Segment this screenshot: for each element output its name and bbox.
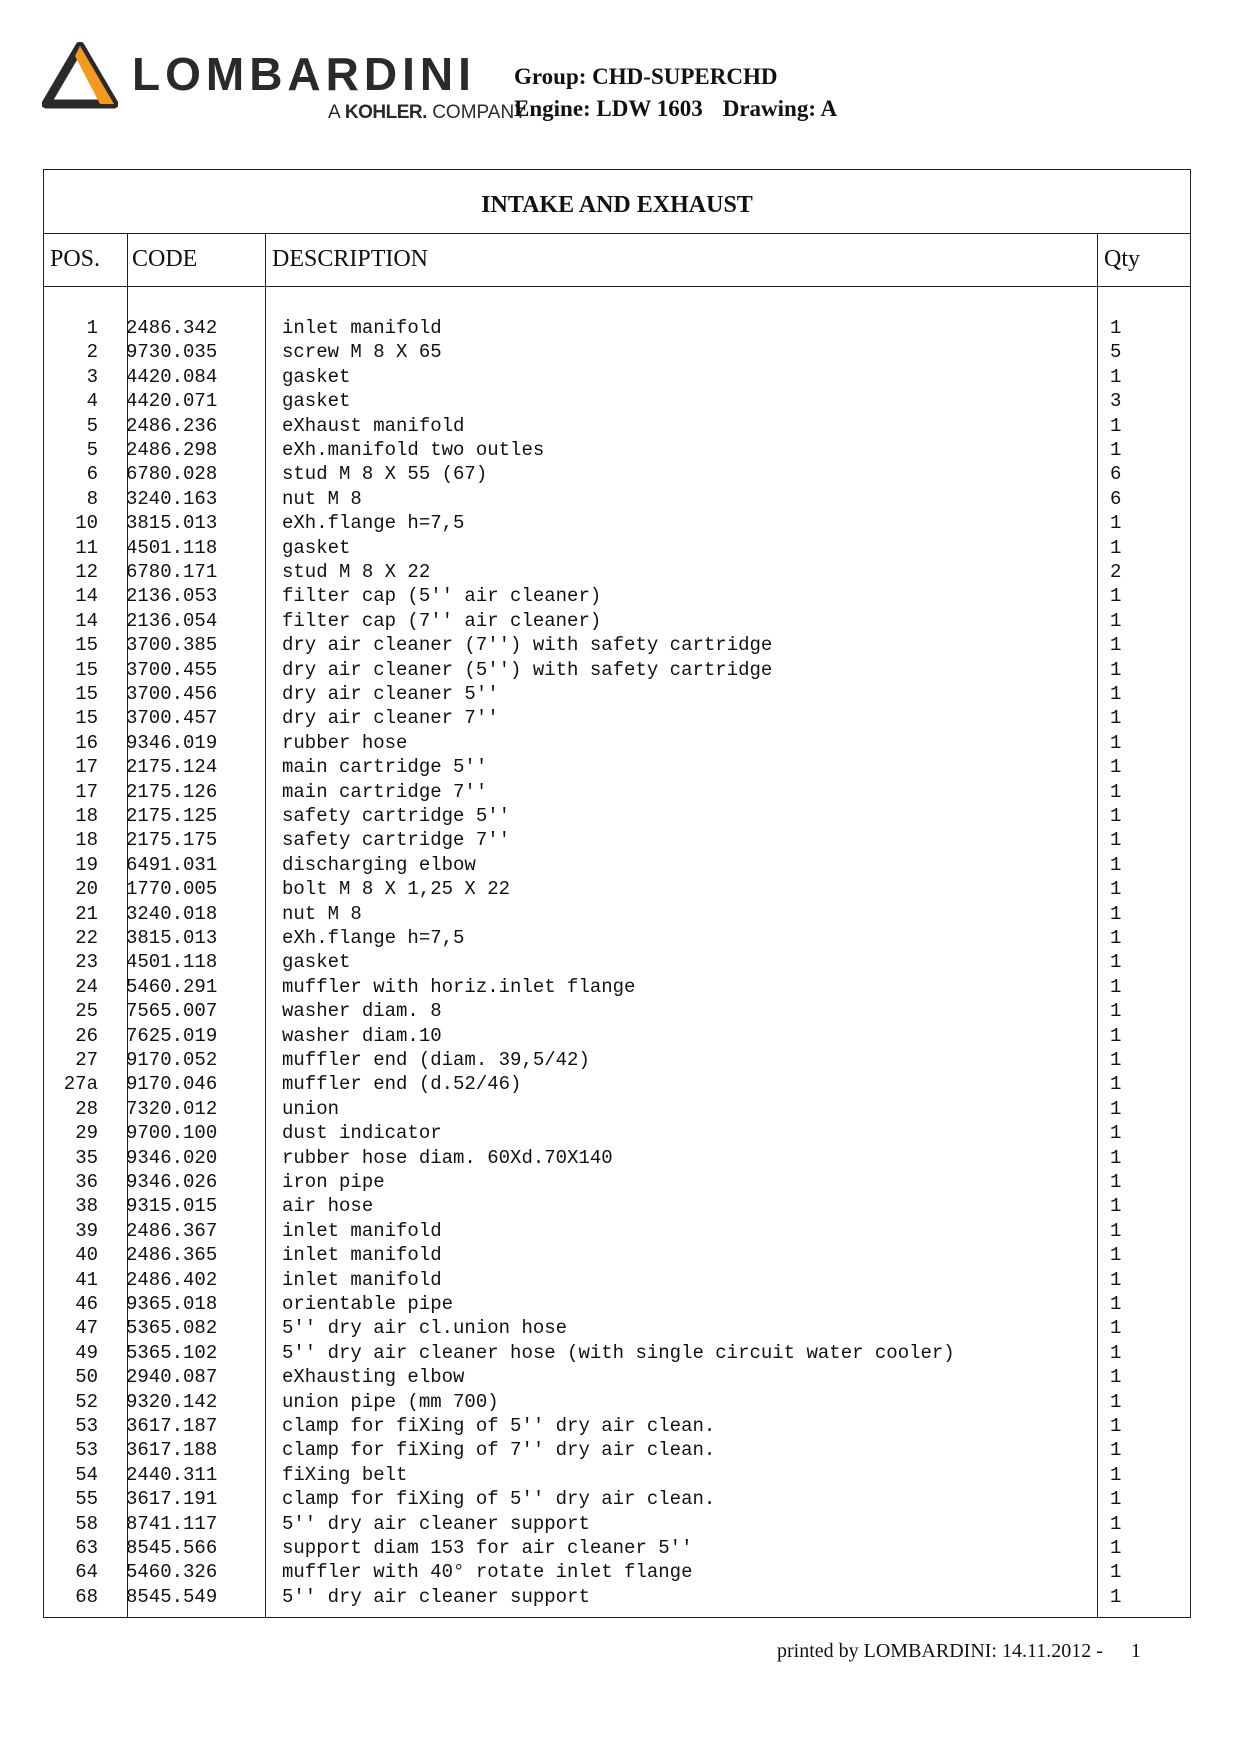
- cell-description: muffler with horiz.inlet flange: [282, 975, 636, 998]
- cell-pos: 46: [75, 1293, 98, 1315]
- cell-description: dry air cleaner 5'': [282, 683, 499, 705]
- cell-code: 1770.005: [126, 878, 218, 901]
- cell-qty: 3: [1110, 390, 1122, 413]
- cell-qty: 1: [1110, 439, 1122, 461]
- page-number: 1: [1130, 1640, 1141, 1662]
- cell-description: 5'' dry air cl.union hose: [282, 1317, 568, 1340]
- cell-description: dry air cleaner (7'') with safety cartridge: [282, 634, 773, 657]
- cell-code: 4501.118: [126, 536, 218, 559]
- table-row: [44, 414, 1190, 438]
- table-row: [44, 389, 1190, 413]
- cell-pos: 54: [75, 1463, 98, 1486]
- table-row: [44, 365, 1190, 389]
- cell-qty: 1: [1110, 512, 1122, 535]
- cell-pos: 52: [75, 1390, 98, 1413]
- cell-pos: 17: [75, 756, 98, 779]
- cell-description: filter cap (7'' air cleaner): [282, 609, 602, 632]
- cell-description: gasket: [282, 951, 351, 974]
- cell-qty: 1: [1110, 1415, 1122, 1437]
- cell-pos: 20: [75, 878, 98, 901]
- cell-qty: 1: [1110, 1317, 1122, 1340]
- cell-description: 5'' dry air cleaner support: [282, 1585, 590, 1608]
- cell-code: 3815.013: [126, 512, 218, 535]
- table-row: [44, 1560, 1190, 1584]
- cell-description: washer diam. 8: [282, 1000, 442, 1023]
- cell-pos: 36: [75, 1171, 98, 1193]
- table-row: [44, 1024, 1190, 1048]
- cell-code: 3617.191: [126, 1488, 218, 1511]
- table-row: [44, 1390, 1190, 1414]
- table-row: [44, 536, 1190, 560]
- cell-pos: 63: [75, 1537, 98, 1559]
- table-row: [44, 1341, 1190, 1365]
- table-row: [44, 316, 1190, 340]
- cell-pos: 35: [75, 1146, 98, 1169]
- cell-code: 3700.457: [126, 707, 218, 730]
- cell-description: inlet manifold: [282, 317, 442, 339]
- cell-pos: 5: [86, 439, 98, 461]
- cell-pos: 16: [75, 731, 98, 754]
- cell-description: iron pipe: [282, 1171, 385, 1193]
- cell-code: 9730.035: [126, 341, 218, 364]
- cell-description: muffler with 40° rotate inlet flange: [282, 1561, 693, 1584]
- cell-qty: 1: [1110, 1073, 1122, 1096]
- cell-qty: 1: [1110, 317, 1122, 339]
- cell-qty: 1: [1110, 975, 1122, 998]
- cell-qty: 1: [1110, 1219, 1122, 1242]
- cell-pos: 17: [75, 780, 98, 803]
- cell-pos: 24: [75, 975, 98, 998]
- cell-qty: 1: [1110, 731, 1122, 754]
- cell-pos: 53: [75, 1439, 98, 1462]
- cell-pos: 28: [75, 1097, 98, 1120]
- cell-pos: 22: [75, 927, 98, 949]
- cell-code: 2175.124: [126, 756, 218, 779]
- cell-qty: 1: [1110, 585, 1122, 608]
- table-row: [44, 1243, 1190, 1267]
- cell-description: inlet manifold: [282, 1244, 442, 1267]
- cell-code: 9320.142: [126, 1390, 218, 1413]
- cell-pos: 47: [75, 1317, 98, 1340]
- cell-description: eXhaust manifold: [282, 414, 465, 437]
- cell-pos: 6: [86, 463, 98, 486]
- cell-code: 2175.125: [126, 805, 218, 827]
- cell-qty: 1: [1110, 780, 1122, 803]
- cell-description: gasket: [282, 536, 351, 559]
- cell-description: dust indicator: [282, 1122, 442, 1145]
- cell-qty: 1: [1110, 536, 1122, 559]
- table-row: [44, 1438, 1190, 1462]
- brand-sub-kohler: KOHLER.: [344, 102, 427, 123]
- table-row: [44, 462, 1190, 486]
- col-header-description: DESCRIPTION: [272, 246, 429, 272]
- cell-description: dry air cleaner (5'') with safety cartridge: [282, 658, 773, 681]
- table-row: [44, 731, 1190, 755]
- cell-pos: 14: [75, 609, 98, 632]
- brand-subtitle: [328, 102, 527, 124]
- cell-qty: 1: [1110, 951, 1122, 974]
- table-row: [44, 584, 1190, 608]
- cell-pos: 14: [75, 585, 98, 608]
- cell-pos: 5: [86, 414, 98, 437]
- table-row: [44, 1072, 1190, 1096]
- cell-description: washer diam.10: [282, 1024, 442, 1047]
- cell-code: 7320.012: [126, 1097, 218, 1120]
- cell-description: main cartridge 7'': [282, 780, 488, 803]
- cell-pos: 15: [75, 634, 98, 657]
- cell-description: nut M 8: [282, 487, 362, 510]
- cell-code: 2136.053: [126, 585, 218, 608]
- table-row: [44, 1316, 1190, 1340]
- cell-description: nut M 8: [282, 902, 362, 925]
- cell-qty: 1: [1110, 902, 1122, 925]
- cell-code: 8545.566: [126, 1537, 218, 1559]
- printed-by-text: printed by LOMBARDINI: 14.11.2012 -: [777, 1640, 1103, 1662]
- cell-pos: 25: [75, 1000, 98, 1023]
- table-row: [44, 1146, 1190, 1170]
- cell-qty: 1: [1110, 829, 1122, 852]
- cell-qty: 1: [1110, 1366, 1122, 1389]
- cell-description: orientable pipe: [282, 1293, 454, 1315]
- cell-code: 6780.171: [126, 561, 218, 583]
- table-row: [44, 853, 1190, 877]
- cell-qty: 1: [1110, 683, 1122, 705]
- cell-code: 5460.326: [126, 1561, 218, 1584]
- cell-code: 9170.052: [126, 1049, 218, 1071]
- cell-code: 7625.019: [126, 1024, 218, 1047]
- cell-description: stud M 8 X 55 (67): [282, 463, 488, 486]
- table-row: [44, 1585, 1190, 1609]
- cell-description: clamp for fiXing of 5'' dry air clean.: [282, 1415, 716, 1437]
- cell-description: support diam 153 for air cleaner 5'': [282, 1537, 693, 1559]
- cell-code: 4420.071: [126, 390, 218, 413]
- cell-description: gasket: [282, 365, 351, 388]
- table-row: [44, 1512, 1190, 1536]
- table-row: [44, 1292, 1190, 1316]
- engine-drawing-line: [514, 96, 837, 122]
- table-row: [44, 1219, 1190, 1243]
- cell-description: stud M 8 X 22: [282, 561, 431, 583]
- cell-code: 3240.163: [126, 487, 218, 510]
- table-row: [44, 1487, 1190, 1511]
- cell-description: eXh.flange h=7,5: [282, 512, 465, 535]
- cell-code: 6780.028: [126, 463, 218, 486]
- cell-code: 9170.046: [126, 1073, 218, 1096]
- cell-pos: 8: [86, 487, 98, 510]
- cell-description: eXhausting elbow: [282, 1366, 465, 1389]
- cell-description: screw M 8 X 65: [282, 341, 442, 364]
- cell-description: muffler end (d.52/46): [282, 1073, 522, 1096]
- cell-code: 2175.175: [126, 829, 218, 852]
- cell-pos: 3: [86, 365, 98, 388]
- cell-code: 4420.084: [126, 365, 218, 388]
- cell-pos: 68: [75, 1585, 98, 1608]
- cell-qty: 1: [1110, 634, 1122, 657]
- cell-pos: 1: [86, 317, 98, 339]
- table-row: [44, 755, 1190, 779]
- cell-qty: 1: [1110, 1293, 1122, 1315]
- cell-code: 3700.385: [126, 634, 218, 657]
- cell-pos: 15: [75, 683, 98, 705]
- cell-code: 3617.188: [126, 1439, 218, 1462]
- cell-pos: 11: [75, 536, 98, 559]
- cell-description: gasket: [282, 390, 351, 413]
- cell-code: 2486.342: [126, 317, 218, 339]
- cell-code: 3617.187: [126, 1415, 218, 1437]
- cell-description: clamp for fiXing of 5'' dry air clean.: [282, 1488, 716, 1511]
- cell-code: 2175.126: [126, 780, 218, 803]
- cell-description: bolt M 8 X 1,25 X 22: [282, 878, 511, 901]
- table-row: [44, 1365, 1190, 1389]
- table-row: [44, 560, 1190, 584]
- cell-qty: 1: [1110, 1146, 1122, 1169]
- cell-qty: 1: [1110, 658, 1122, 681]
- cell-code: 2486.402: [126, 1268, 218, 1291]
- cell-qty: 5: [1110, 341, 1122, 364]
- cell-code: 4501.118: [126, 951, 218, 974]
- cell-description: 5'' dry air cleaner support: [282, 1512, 590, 1535]
- cell-pos: 2: [86, 341, 98, 364]
- table-row: [44, 1414, 1190, 1438]
- table-row: [44, 1121, 1190, 1145]
- cell-qty: 1: [1110, 1561, 1122, 1584]
- cell-pos: 53: [75, 1415, 98, 1437]
- cell-description: safety cartridge 7'': [282, 829, 511, 852]
- cell-qty: 1: [1110, 414, 1122, 437]
- cell-code: 3700.456: [126, 683, 218, 705]
- cell-code: 2486.365: [126, 1244, 218, 1267]
- cell-code: 2136.054: [126, 609, 218, 632]
- cell-code: 3240.018: [126, 902, 218, 925]
- table-row: [44, 633, 1190, 657]
- cell-qty: 1: [1110, 805, 1122, 827]
- table-row: [44, 609, 1190, 633]
- table-row: [44, 487, 1190, 511]
- cell-qty: 1: [1110, 927, 1122, 949]
- brand-sub-prefix: A: [328, 102, 340, 123]
- cell-code: 7565.007: [126, 1000, 218, 1023]
- lombardini-triangle-icon: [42, 42, 118, 110]
- table-title: INTAKE AND EXHAUST: [44, 170, 1190, 234]
- cell-pos: 38: [75, 1195, 98, 1218]
- cell-qty: 6: [1110, 487, 1122, 510]
- cell-description: safety cartridge 5'': [282, 805, 511, 827]
- cell-code: 2440.311: [126, 1463, 218, 1486]
- cell-code: 9315.015: [126, 1195, 218, 1218]
- cell-pos: 40: [75, 1244, 98, 1267]
- cell-pos: 27: [75, 1049, 98, 1071]
- cell-qty: 1: [1110, 1024, 1122, 1047]
- cell-pos: 55: [75, 1488, 98, 1511]
- cell-code: 3700.455: [126, 658, 218, 681]
- cell-qty: 1: [1110, 1488, 1122, 1511]
- cell-pos: 49: [75, 1341, 98, 1364]
- table-row: [44, 658, 1190, 682]
- cell-code: 2486.236: [126, 414, 218, 437]
- table-row: [44, 804, 1190, 828]
- col-header-code: CODE: [132, 246, 198, 272]
- cell-description: rubber hose diam. 60Xd.70X140: [282, 1146, 613, 1169]
- cell-pos: 15: [75, 658, 98, 681]
- cell-pos: 23: [75, 951, 98, 974]
- cell-description: dry air cleaner 7'': [282, 707, 499, 730]
- table-row: [44, 1097, 1190, 1121]
- parts-table: [43, 169, 1191, 1618]
- cell-code: 6491.031: [126, 853, 218, 876]
- table-row: [44, 511, 1190, 535]
- table-row: [44, 682, 1190, 706]
- cell-code: 8741.117: [126, 1512, 218, 1535]
- cell-description: union: [282, 1097, 340, 1120]
- cell-code: 5365.082: [126, 1317, 218, 1340]
- cell-qty: 1: [1110, 1097, 1122, 1120]
- cell-description: fiXing belt: [282, 1463, 408, 1486]
- table-row: [44, 902, 1190, 926]
- cell-qty: 1: [1110, 1390, 1122, 1413]
- drawing-label: Drawing: A: [722, 96, 838, 121]
- table-row: [44, 1170, 1190, 1194]
- cell-qty: 1: [1110, 1537, 1122, 1559]
- cell-qty: 1: [1110, 1463, 1122, 1486]
- cell-code: 5365.102: [126, 1341, 218, 1364]
- cell-pos: 64: [75, 1561, 98, 1584]
- cell-pos: 39: [75, 1219, 98, 1242]
- cell-description: inlet manifold: [282, 1268, 442, 1291]
- cell-qty: 1: [1110, 707, 1122, 730]
- cell-pos: 18: [75, 805, 98, 827]
- brand-sub-suffix: COMPANY: [432, 102, 527, 123]
- table-row: [44, 438, 1190, 462]
- table-row: [44, 1194, 1190, 1218]
- cell-code: 8545.549: [126, 1585, 218, 1608]
- cell-description: clamp for fiXing of 7'' dry air clean.: [282, 1439, 716, 1462]
- cell-qty: 1: [1110, 1512, 1122, 1535]
- cell-description: eXh.manifold two outles: [282, 439, 545, 461]
- cell-qty: 6: [1110, 463, 1122, 486]
- table-row: [44, 999, 1190, 1023]
- cell-qty: 1: [1110, 1122, 1122, 1145]
- cell-qty: 1: [1110, 1439, 1122, 1462]
- cell-code: 9346.026: [126, 1171, 218, 1193]
- cell-qty: 1: [1110, 1268, 1122, 1291]
- cell-pos: 21: [75, 902, 98, 925]
- cell-pos: 50: [75, 1366, 98, 1389]
- cell-description: inlet manifold: [282, 1219, 442, 1242]
- cell-code: 9346.019: [126, 731, 218, 754]
- table-row: [44, 1268, 1190, 1292]
- cell-description: 5'' dry air cleaner hose (with single circuit water cooler): [282, 1341, 955, 1364]
- table-header: [44, 234, 1190, 287]
- cell-qty: 1: [1110, 609, 1122, 632]
- cell-qty: 1: [1110, 365, 1122, 388]
- cell-code: 9346.020: [126, 1146, 218, 1169]
- table-row: [44, 1463, 1190, 1487]
- cell-description: eXh.flange h=7,5: [282, 927, 465, 949]
- cell-code: 2486.298: [126, 439, 218, 461]
- brand-logo: [42, 42, 562, 122]
- table-row: [44, 706, 1190, 730]
- cell-code: 9365.018: [126, 1293, 218, 1315]
- cell-pos: 18: [75, 829, 98, 852]
- col-header-pos: POS.: [50, 246, 101, 272]
- cell-qty: 1: [1110, 878, 1122, 901]
- cell-description: air hose: [282, 1195, 374, 1218]
- table-row: [44, 780, 1190, 804]
- cell-code: 9700.100: [126, 1122, 218, 1145]
- table-row: [44, 975, 1190, 999]
- table-row: [44, 1048, 1190, 1072]
- table-row: [44, 950, 1190, 974]
- cell-pos: 41: [75, 1268, 98, 1291]
- table-row: [44, 1536, 1190, 1560]
- table-row: [44, 340, 1190, 364]
- cell-qty: 1: [1110, 1341, 1122, 1364]
- cell-qty: 1: [1110, 853, 1122, 876]
- cell-qty: 1: [1110, 1244, 1122, 1267]
- cell-qty: 2: [1110, 561, 1122, 583]
- brand-name: LOMBARDINI: [132, 48, 476, 100]
- cell-description: main cartridge 5'': [282, 756, 488, 779]
- cell-description: muffler end (diam. 39,5/42): [282, 1049, 590, 1071]
- cell-code: 3815.013: [126, 927, 218, 949]
- cell-qty: 1: [1110, 1000, 1122, 1023]
- cell-code: 5460.291: [126, 975, 218, 998]
- table-row: [44, 828, 1190, 852]
- cell-pos: 4: [86, 390, 98, 413]
- group-label: Group: CHD-SUPERCHD: [514, 64, 778, 89]
- cell-qty: 1: [1110, 756, 1122, 779]
- print-footer: [777, 1640, 1141, 1663]
- cell-description: union pipe (mm 700): [282, 1390, 499, 1413]
- cell-pos: 26: [75, 1024, 98, 1047]
- cell-code: 2940.087: [126, 1366, 218, 1389]
- col-header-qty: Qty: [1104, 246, 1140, 272]
- cell-pos: 29: [75, 1122, 98, 1145]
- cell-qty: 1: [1110, 1585, 1122, 1608]
- cell-pos: 19: [75, 853, 98, 876]
- cell-pos: 10: [75, 512, 98, 535]
- cell-description: filter cap (5'' air cleaner): [282, 585, 602, 608]
- cell-description: rubber hose: [282, 731, 408, 754]
- table-row: [44, 926, 1190, 950]
- cell-code: 2486.367: [126, 1219, 218, 1242]
- cell-pos: 58: [75, 1512, 98, 1535]
- cell-pos: 12: [75, 561, 98, 583]
- cell-qty: 1: [1110, 1049, 1122, 1071]
- cell-pos: 27a: [63, 1073, 98, 1096]
- table-row: [44, 877, 1190, 901]
- cell-pos: 15: [75, 707, 98, 730]
- cell-qty: 1: [1110, 1195, 1122, 1218]
- cell-qty: 1: [1110, 1171, 1122, 1193]
- cell-description: discharging elbow: [282, 853, 476, 876]
- engine-label: Engine: LDW 1603: [514, 96, 703, 121]
